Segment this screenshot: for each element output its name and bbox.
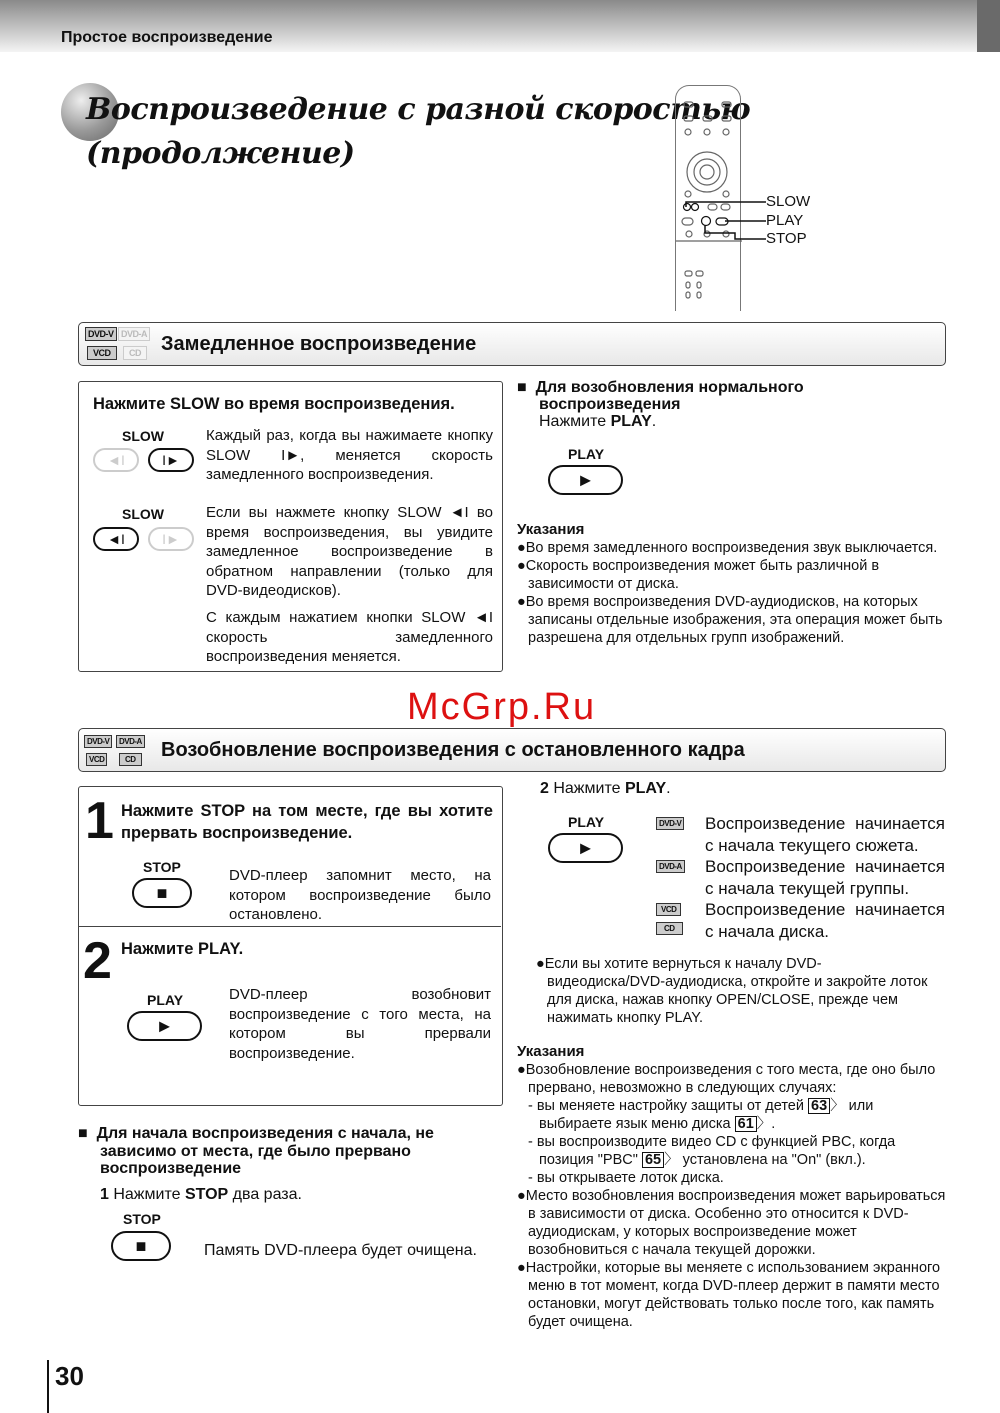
- badge-cd: CD: [119, 753, 142, 766]
- page-ref-61[interactable]: 61: [735, 1116, 757, 1132]
- badge-dvda: DVD-A: [116, 735, 145, 748]
- resume-text: Нажмите: [539, 413, 611, 430]
- remote-label-stop: STOP: [766, 230, 807, 247]
- badge-dvdv: DVD-V: [84, 735, 112, 748]
- step2-text: DVD-плеер возобновит воспроизведение с того места, на котором вы прервали воспроизведение.: [229, 986, 491, 1062]
- slow-forward-text: Каждый раз, когда вы нажимаете кнопку SLOW I►, меняется скорость замедленного воспроизведения.: [206, 427, 493, 483]
- notes-list: [517, 539, 945, 647]
- badge-vcd: VCD: [86, 753, 107, 766]
- slow-instructions-box: [78, 381, 503, 672]
- remote-label-slow: SLOW: [766, 193, 811, 210]
- page-title-continued: (продолжение): [86, 136, 355, 171]
- section-title: Возобновление воспроизведения с остановленного кадра: [161, 739, 745, 761]
- right-step-text: Нажмите: [548, 780, 625, 797]
- notes-title: Указания: [517, 521, 585, 538]
- note-item: ●Возобновление воспроизведения с того места, где оно было прервано, невозможно в следующих случаях:: [517, 1062, 936, 1096]
- section-title: Замедленное воспроизведение: [161, 333, 477, 355]
- slow-forward-button[interactable]: I►: [148, 527, 194, 551]
- remote-label-play: PLAY: [766, 212, 804, 229]
- watermark: McGrp.Ru: [407, 686, 597, 728]
- note-item: ●Во время воспроизведения DVD-аудиодисков, на которых записаны отдельные изображения, эта операция может быть разрешена для отдельных групп изображений.: [517, 594, 943, 646]
- play-button[interactable]: ►: [548, 833, 623, 863]
- disc-dvda-text: Воспроизведение начинается с начала текущей группы.: [705, 857, 945, 898]
- step-number: 1: [85, 792, 114, 850]
- badge-dvda: DVD-A: [118, 327, 150, 341]
- page-ref-65[interactable]: 65: [642, 1152, 664, 1168]
- note-item: ●Место возобновления воспроизведения может варьироваться в зависимости от диска. Особенно это относится к DVD-аудиодискам, у которых воспроизведение может возобновиться с начала текущей дорожки.: [517, 1188, 946, 1258]
- note-subitem: - вы воспроизводите видео CD с функцией PBC, когда позиция "PBC" 65 〉 установлена на "On" (вкл.).: [528, 1134, 896, 1168]
- step1-text: DVD-плеер запомнит место, на котором воспроизведение было остановлено.: [229, 867, 491, 923]
- page-ref-63[interactable]: 63: [808, 1098, 830, 1114]
- badge-dvda: DVD-A: [656, 860, 685, 873]
- resume-heading: ■ Для возобновления нормального воспроизведения: [517, 379, 804, 413]
- step1-heading: Нажмите STOP на том месте, где вы хотите прервать воспроизведение.: [121, 802, 493, 842]
- section-header-resume: [78, 728, 946, 772]
- right-step: 2 Нажмите PLAY.: [540, 780, 671, 797]
- slow-forward-button[interactable]: I►: [148, 448, 194, 472]
- step-number: 2: [83, 932, 112, 990]
- note-item: ●Настройки, которые вы меняете с использованием экранного меню в тот момент, когда DVD-плеер держит в памяти место остановки, могут действовать только после того, как память будет очищена.: [517, 1260, 941, 1330]
- restart-step-num: 1: [100, 1186, 109, 1203]
- disc-dvdv-text: Воспроизведение начинается с начала текущего сюжета.: [705, 814, 945, 855]
- slow-reverse-speed-text: С каждым нажатием кнопки SLOW ◄I скорость замедленного воспроизведения меняется.: [206, 609, 493, 665]
- notes-list: [517, 1061, 947, 1331]
- badge-cd: CD: [656, 922, 683, 935]
- slow-label: SLOW: [122, 506, 164, 522]
- box-heading: Нажмите SLOW во время воспроизведения.: [93, 395, 455, 413]
- play-button[interactable]: ►: [127, 1011, 202, 1041]
- note-item: ●Во время замедленного воспроизведения звук выключается.: [517, 540, 938, 556]
- stop-label: STOP: [123, 1211, 161, 1227]
- restart-heading: ■ Для начала воспроизведения с начала, не зависимо от места, где было прервано воспроизведение: [78, 1125, 434, 1177]
- badge-cd: CD: [123, 346, 147, 360]
- header-tab: [977, 0, 1000, 52]
- badge-dvdv: DVD-V: [656, 817, 684, 830]
- restart-heading-text: Для начала воспроизведения с начала, не зависимо от места, где было прервано воспроизведение: [96, 1125, 434, 1177]
- page-number-rule: [47, 1360, 49, 1413]
- badge-vcd: VCD: [87, 346, 117, 360]
- restart-result: Память DVD-плеера будет очищена.: [204, 1242, 477, 1259]
- note-subitem: - вы открываете лоток диска.: [528, 1170, 724, 1186]
- badge-dvdv: DVD-V: [85, 327, 117, 341]
- section-name: Простое воспроизведение: [61, 29, 273, 46]
- play-button[interactable]: ►: [548, 465, 623, 495]
- slow-reverse-text: Если вы нажмете кнопку SLOW ◄I во время воспроизведения, вы увидите замедленное воспроизведение в обратном направлении (только для DVD-видеодисков).: [206, 504, 493, 599]
- restart-step-bold: STOP: [184, 1186, 229, 1203]
- right-step-bold: PLAY: [624, 780, 667, 797]
- stop-button[interactable]: ■: [111, 1231, 171, 1261]
- bullet-item: ●Если вы хотите вернуться к началу DVD-видеодиска/DVD-аудиодиска, откройте и закройте лоток для диска, нажав кнопку OPEN/CLOSE, прежде чем нажимать кнопку PLAY.: [536, 956, 928, 1026]
- disc-vcd-cd-text: Воспроизведение начинается с начала диска.: [705, 900, 945, 941]
- slow-label: SLOW: [122, 428, 164, 444]
- play-label: PLAY: [568, 446, 605, 462]
- note-item: ●Скорость воспроизведения может быть различной в зависимости от диска.: [517, 558, 880, 592]
- page-title: Воспроизведение с разной скоростью: [86, 92, 751, 127]
- step2-heading: Нажмите PLAY.: [121, 940, 244, 958]
- slow-reverse-button[interactable]: ◄I: [93, 448, 139, 472]
- play-label: PLAY: [568, 814, 605, 830]
- notes-title: Указания: [517, 1043, 585, 1060]
- restart-step: [100, 1186, 302, 1204]
- resume-steps-box: [78, 786, 503, 1106]
- open-close-bullet: [536, 955, 931, 1027]
- stop-label: STOP: [143, 859, 181, 875]
- badge-vcd: VCD: [656, 903, 681, 916]
- remote-callout-lines: [680, 195, 770, 245]
- resume-instruction: Нажмите PLAY.: [539, 413, 657, 430]
- resume-heading-text: Для возобновления нормального воспроизведения: [535, 379, 804, 413]
- slow-reverse-button[interactable]: ◄I: [93, 527, 139, 551]
- resume-play-bold: PLAY: [610, 413, 652, 430]
- note-subitem: - вы меняете настройку защиты от детей 63 〉 или выбираете язык меню диска 61 〉.: [528, 1098, 874, 1132]
- stop-button[interactable]: ■: [132, 878, 192, 908]
- section-header-slow: [78, 322, 946, 366]
- restart-step-tail: два раза.: [228, 1186, 302, 1203]
- page-number: 30: [55, 1361, 84, 1391]
- play-label: PLAY: [147, 992, 184, 1008]
- step-divider: [79, 926, 501, 927]
- restart-step-text: Нажмите: [108, 1186, 185, 1203]
- right-step-num: 2: [540, 780, 549, 797]
